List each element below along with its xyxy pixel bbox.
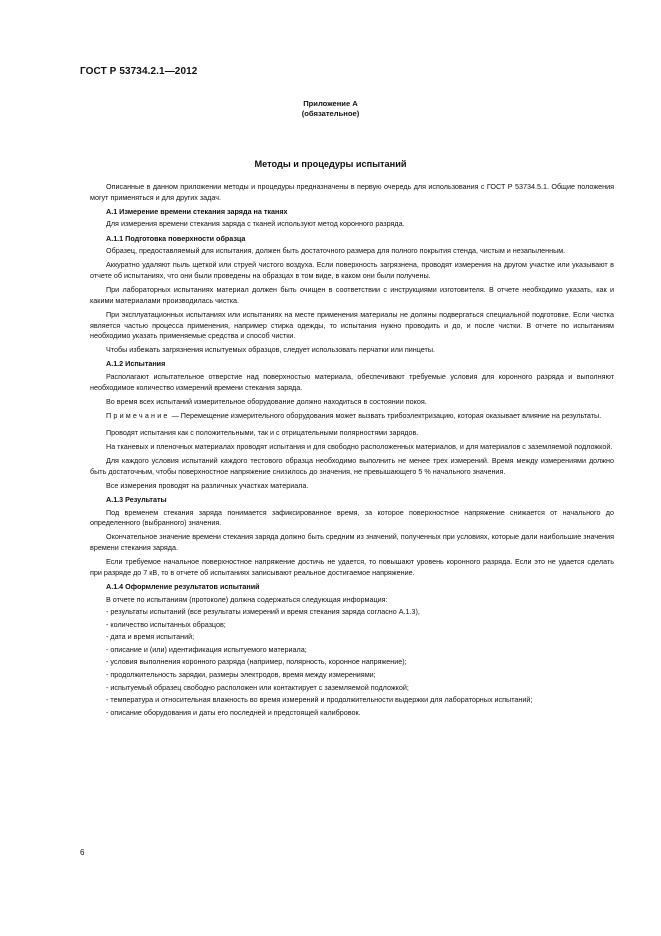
heading-a1-4: А.1.4 Оформление результатов испытаний (106, 581, 260, 591)
note-text: Перемещение измерительного оборудования может вызвать трибоэлектризацию, которая оказывает влияние на результаты. (180, 411, 602, 421)
paragraph: На тканевых и пленочных материалах проводят испытания и для свободно расположенных материалов, и для материалов с заземляемой подложкой. (106, 441, 613, 451)
heading-a1-1: А.1.1 Подготовка поверхности образца (106, 233, 246, 243)
list-item: - описание оборудования и даты его последней и предстоящей калибровок. (106, 707, 361, 717)
paragraph-intro: Описанные в данном приложении методы и процедуры предназначены в первую очередь для использования с ГОСТ Р 53734.5.1. Общие положения могут применяться и для других задач. (90, 182, 614, 202)
paragraph: Если требуемое начальное поверхностное напряжение достичь не удается, то повышают уровень коронного разряда. Если это не удается сделать при разряде до 7 кВ, то в отчете об испытаниях записывают реальное достигаемое напряжение. (90, 557, 614, 577)
annex-type: (обязательное) (301, 109, 360, 118)
list-item: - результаты испытаний (все результаты измерений и время стекания заряда согласно А.1.3), (106, 607, 420, 617)
paragraph: Под временем стекания заряда понимается зафиксированное время, за которое поверхностное напряжение снижается от начального до определенного (выбранного) значения. (90, 507, 614, 528)
annex-title: Приложение А (303, 99, 358, 108)
paragraph: Располагают испытательное отверстие над поверхностью материала, обеспечивают требуемые условия для коронного разряда и выполняют необходимое количество измерений времени стекания заряда. (90, 372, 614, 392)
list-item: - испытуемый образец свободно расположен или контактирует с заземляемой подложкой; (106, 682, 409, 692)
document-body (90, 182, 614, 720)
paragraph: В отчете по испытаниям (протоколе) должна содержаться следующая информация: (106, 594, 388, 604)
paragraph: Все измерения проводят на различных участках материала. (106, 480, 309, 490)
paragraph: При эксплуатационных испытаниях или испытаниях на месте применения материалы не должны подвергаться специальной подготовке. Если чистка является частью процесса применения, например стирка одежды, то испытания нужно проводить и до, и после чистки. В отчете по испытаниям необходимо указать применяемые средства и способ чистки. (90, 309, 614, 341)
paragraph: При лабораторных испытаниях материал должен быть очищен в соответствии с инструкциями изготовителя. В отчете необходимо указать, как и какими материалами производилась чистка. (90, 285, 614, 305)
paragraph: Чтобы избежать загрязнения испытуемых образцов, следует использовать перчатки или пинцеты. (106, 345, 436, 355)
paragraph: Для измерения времени стекания заряда с тканей используют метод коронного разряда. (106, 219, 405, 229)
list-item: - условия выполнения коронного разряда (например, полярность, коронное напряжение); (106, 657, 407, 667)
paragraph: Проводят испытания как с положительными, так и с отрицательными полярностями зарядов. (106, 427, 419, 437)
note-label: Примечание (106, 411, 170, 421)
paragraph: Для каждого условия испытаний каждого тестового образца необходимо выполнить не менее трех измерений. Время между измерениями должно быть достаточным, чтобы поверхностное напряжение снизилось до значения, не превышающего 5 % начального значения. (90, 456, 614, 476)
section-title: Методы и процедуры испытаний (254, 159, 407, 169)
heading-a1-2: А.1.2 Испытания (106, 359, 166, 369)
list-item: - продолжительность зарядки, размеры электродов, время между измерениями; (106, 670, 376, 680)
list-item: - дата и время испытаний; (106, 632, 195, 642)
heading-a1-3: А.1.3 Результаты (106, 494, 167, 504)
list-item: - описание и (или) идентификация испытуемого материала; (106, 644, 307, 654)
paragraph: Во время всех испытаний измерительное оборудование должно находиться в состоянии покоя. (106, 396, 427, 406)
heading-a1: А.1 Измерение времени стекания заряда на тканях (106, 206, 288, 216)
paragraph: Образец, предоставляемый для испытания, должен быть достаточного размера для полного покрытия стенда, чистым и незапыленным. (106, 246, 566, 256)
list-item: - количество испытанных образцов; (106, 619, 226, 629)
note: Примечание — Перемещение измерительного оборудования может вызвать трибоэлектризацию, которая оказывает влияние на результаты. (106, 411, 602, 421)
paragraph: Окончательное значение времени стекания заряда должно быть средним из значений, полученных при условиях, которые дали наибольшие значения времени стекания заряда. (90, 532, 614, 552)
list-item: - температура и относительная влажность во время измерений и продолжительности выдержки для лабораторных испытаний; (106, 695, 533, 705)
standard-header: ГОСТ Р 53734.2.1—2012 (80, 66, 198, 77)
page-number: 6 (80, 848, 85, 857)
paragraph: Аккуратно удаляют пыль щеткой или струей чистого воздуха. Если поверхность загрязнена, проводят измерения на другом участке или указывают в отчете об испытаниях, что они были проведены на образцах в том виде, в каком они были получены. (90, 260, 614, 280)
